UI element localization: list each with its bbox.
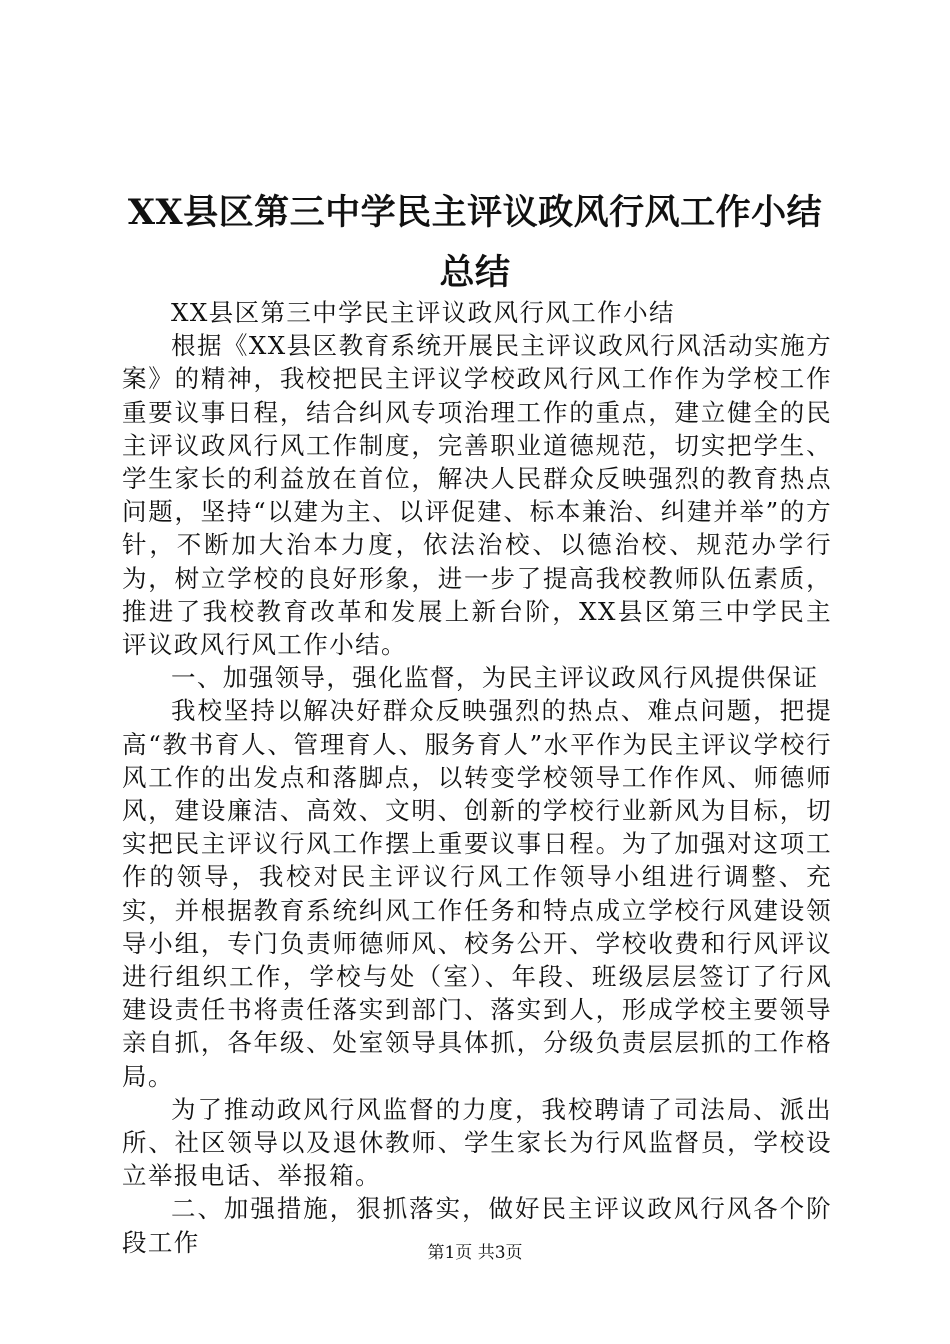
- page-number-label: 第1页 共3页: [427, 1243, 523, 1263]
- body-paragraph: 为了推动政风行风监督的力度，我校聘请了司法局、派出所、社区领导以及退休教师、学生家长为行风监督员，学校设立举报电话、举报箱。: [122, 1094, 832, 1191]
- page-footer: [0, 1241, 950, 1265]
- body-paragraph: 我校坚持以解决好群众反映强烈的热点、难点问题，把提高“教书育人、管理育人、服务育人”水平作为民主评议学校行风工作的出发点和落脚点，以转变学校领导工作作风、师德师风，建设廉洁、高效、文明、创新的学校行业新风为目标，切实把民主评议行风工作摆上重要议事日程。为了加强对这项工作的领导，我校对民主评议行风工作领导小组进行调整、充实，并根据教育系统纠风工作任务和特点成立学校行风建设领导小组，专门负责师德师风、校务公开、学校收费和行风评议进行组织工作，学校与处（室）、年段、班级层层签订了行风建设责任书将责任落实到部门、落实到人，形成学校主要领导亲自抓，各年级、处室领导具体抓，分级负责层层抓的工作格局。: [122, 696, 832, 1091]
- subtitle-paragraph: XX县区第三中学民主评议政风行风工作小结: [171, 298, 675, 327]
- title-line-2: 总结: [439, 252, 511, 293]
- document-title: [120, 183, 830, 303]
- section-heading-1: 一、加强领导，强化监督，为民主评议政风行风提供保证: [171, 663, 819, 693]
- document-body: [122, 296, 832, 1259]
- intro-paragraph: 根据《XX县区教育系统开展民主评议政风行风活动实施方案》的精神，我校把民主评议学校政风行风工作作为学校工作重要议事日程，结合纠风专项治理工作的重点，建立健全的民主评议政风行风工作制度，完善职业道德规范，切实把学生、学生家长的利益放在首位，解决人民群众反映强烈的教育热点问题，坚持“以建为主、以评促建、标本兼治、纠建并举”的方针，不断加大治本力度，依法治校、以德治校、规范办学行为，树立学校的良好形象，进一步了提高我校教师队伍素质，推进了我校教育改革和发展上新台阶，XX县区第三中学民主评议政风行风工作小结。: [122, 331, 832, 660]
- section-heading-2: 二、加强措施，狠抓落实，做好民主评议政风行风各个阶段工作: [122, 1194, 832, 1257]
- title-line-1: XX县区第三中学民主评议政风行风工作小结: [127, 192, 823, 233]
